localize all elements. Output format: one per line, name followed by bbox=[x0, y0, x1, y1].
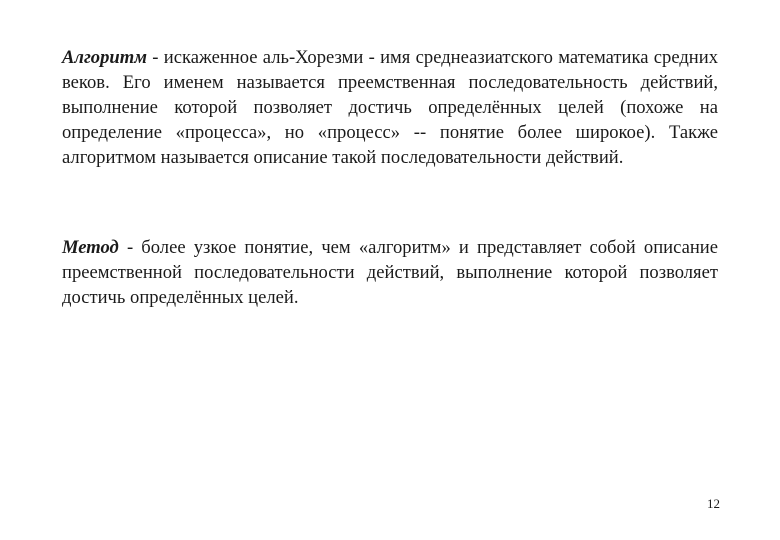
algorithm-definition-text: - искаженное аль-Хорезми - имя среднеазиатского математика средних веков. Его именем называется преемственная последовательность действий, выполнение которой позволяет достичь определённых целей (похоже на определение «процесса», но «процесс» -- понятие более широкое). Также алгоритмом называется описание такой последовательности действий. bbox=[62, 47, 718, 168]
method-definition-text: - более узкое понятие, чем «алгоритм» и представляет собой описание преемственной последовательности действий, выполнение которой позволяет достичь определённых целей. bbox=[62, 237, 718, 308]
page-number: 12 bbox=[707, 496, 720, 511]
method-definition-paragraph bbox=[62, 235, 718, 310]
method-term: Метод bbox=[62, 237, 119, 258]
algorithm-definition-paragraph bbox=[62, 45, 718, 170]
algorithm-term: Алгоритм bbox=[62, 47, 147, 68]
